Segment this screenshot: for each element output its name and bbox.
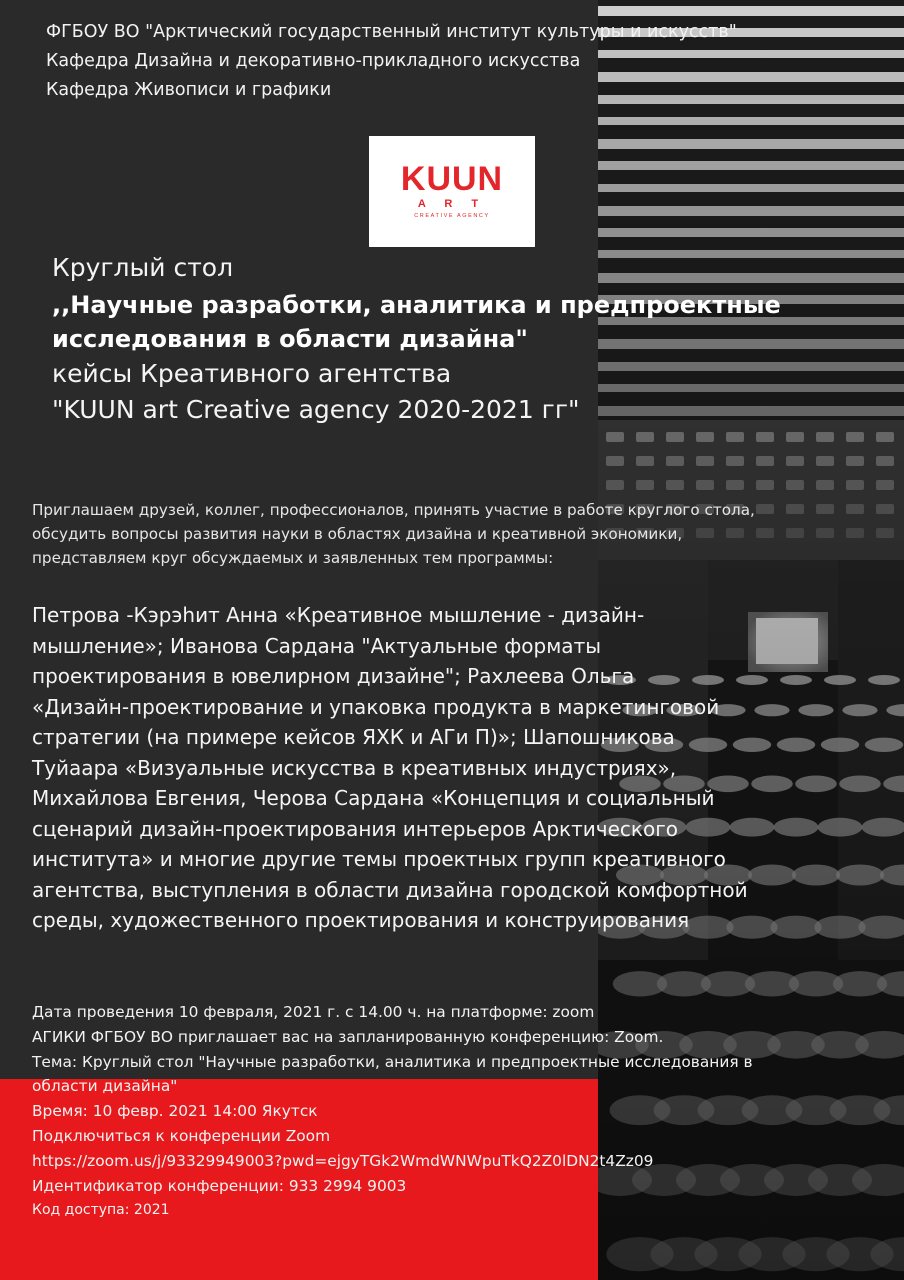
institution-name: ФГБОУ ВО "Арктический государственный институт культуры и искусств" <box>46 22 737 42</box>
passcode: Код доступа: 2021 <box>32 1202 170 1219</box>
program-line: института» и многие другие темы проектных групп креативного <box>32 847 726 871</box>
program-line: проектирования в ювелирном дизайне"; Рахлеева Ольга <box>32 664 635 688</box>
intro-line: представляем круг обсуждаемых и заявленных тем программы: <box>32 549 554 567</box>
zoom-link[interactable]: https://zoom.us/j/93329949003?pwd=ejgyTGk2WmdWNWpuTkQ2Z0lDN2t4Zz09 <box>32 1151 654 1170</box>
event-title <box>52 250 781 428</box>
title-sub-line2: "KUUN art Creative agency 2020-2021 гг" <box>52 395 580 424</box>
logo-tagline: CREATIVE AGENCY <box>414 213 490 219</box>
intro-line: Приглашаем друзей, коллег, профессионалов, принять участие в работе круглого стола, <box>32 501 755 519</box>
program-line: среды, художественного проектирования и конструирования <box>32 908 690 932</box>
program-topics <box>32 600 832 936</box>
program-line: Туйаара «Визуальные искусства в креативных индустриях», <box>32 755 677 780</box>
program-line: мышление»; Иванова Сардана "Актуальные форматы <box>32 633 602 658</box>
program-line: агентства, выступления в области дизайна городской комфортной <box>32 877 748 902</box>
program-line: Петрова -Кэрэhит Анна «Креативное мышление - дизайн- <box>32 603 645 627</box>
intro-text <box>32 498 812 570</box>
event-invite: АГИКИ ФГБОУ ВО приглашает вас на запланированную конференцию: Zoom. <box>32 1027 664 1046</box>
program-line: «Дизайн-проектирование и упаковка продукта в маркетинговой <box>32 694 720 719</box>
header <box>46 18 737 105</box>
title-main-line1: ,,Научные разработки, аналитика и предпроектные <box>52 291 781 319</box>
program-line: Михайлова Евгения, Черова Сардана «Концепция и социальный <box>32 786 715 810</box>
event-topic-line1: Тема: Круглый стол "Научные разработки, аналитика и предпроектные исследования в <box>32 1052 753 1071</box>
intro-line: обсудить вопросы развития науки в областях дизайна и креативной экономики, <box>32 525 683 543</box>
meeting-id: Идентификатор конференции: 933 2994 9003 <box>32 1176 407 1195</box>
department-painting: Кафедра Живописи и графики <box>46 80 332 100</box>
event-details <box>32 1000 822 1223</box>
department-design: Кафедра Дизайна и декоративно-прикладного искусства <box>46 51 581 71</box>
event-topic-line2: области дизайна" <box>32 1077 178 1096</box>
logo-letters: A R T <box>417 198 487 210</box>
program-line: сценарий дизайн-проектирования интерьеров Арктического <box>32 816 678 841</box>
program-line: стратегии (на примере кейсов ЯХК и АГи П)»; Шапошникова <box>32 725 675 749</box>
event-date: Дата проведения 10 февраля, 2021 г. с 14.00 ч. на платформе: zoom <box>32 1003 595 1021</box>
title-kicker: Круглый стол <box>52 253 234 282</box>
event-time: Время: 10 февр. 2021 14:00 Якутск <box>32 1102 318 1121</box>
kuun-logo <box>369 136 535 247</box>
title-sub-line1: кейсы Креативного агентства <box>52 359 452 388</box>
zoom-connect-label: Подключиться к конференции Zoom <box>32 1126 331 1145</box>
title-main-line2: исследования в области дизайна" <box>52 325 528 353</box>
logo-wordmark: KUUN <box>400 160 504 198</box>
